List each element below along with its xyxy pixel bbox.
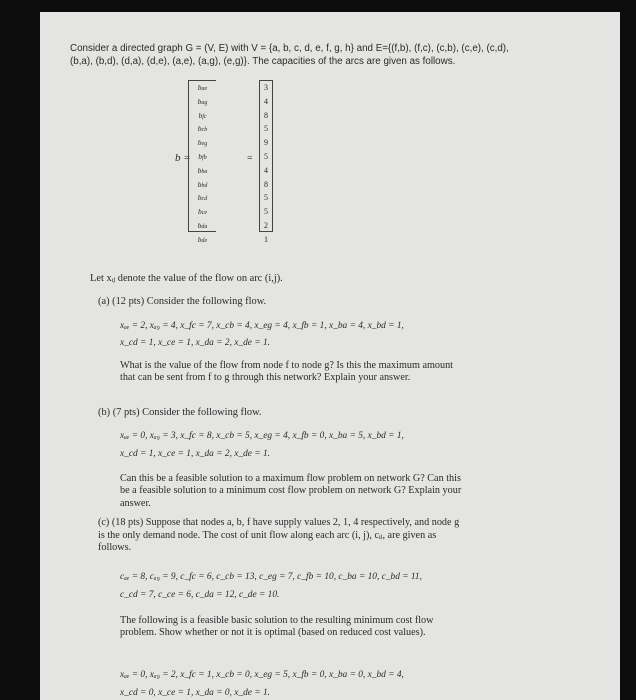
symbol-subscript: bd bbox=[201, 182, 208, 189]
symbol-base: b bbox=[197, 96, 202, 106]
symbol-subscript: ag bbox=[201, 99, 208, 106]
symbol-subscript: da bbox=[201, 223, 208, 230]
part-c-cost-1: cₐₑ = 8, cₐ₉ = 9, c_fc = 6, c_cb = 13, c_eg = 7, c_fb = 10, c_ba = 10, c_bd = 11, bbox=[120, 572, 422, 582]
part-c-cost-2: c_cd = 7, c_ce = 6, c_da = 12, c_de = 10. bbox=[120, 590, 280, 600]
vector-value-fc: 8 bbox=[264, 110, 268, 120]
part-c-flow-1: xₐₑ = 0, xₐ₉ = 2, x_fc = 1, x_cb = 0, x_eg = 5, x_fb = 0, x_ba = 0, x_bd = 4, bbox=[120, 670, 404, 680]
vector-value-bd: 8 bbox=[264, 179, 268, 189]
symbol-base: b bbox=[197, 234, 202, 244]
vector-label: b = bbox=[175, 152, 191, 164]
problem-intro bbox=[70, 42, 615, 68]
symbol-base: b bbox=[197, 138, 202, 148]
symbol-subscript: fb bbox=[202, 154, 207, 161]
vector-value-ba: 4 bbox=[264, 165, 268, 175]
part-c-flow-2: x_cd = 0, x_ce = 1, x_da = 0, x_de = 1. bbox=[120, 688, 270, 698]
part-b-flow-1: xₐₑ = 0, xₐ₉ = 3, x_fc = 8, x_cb = 5, x_eg = 4, x_fb = 0, x_ba = 5, x_bd = 1, bbox=[120, 431, 404, 441]
vector-symbol-ae bbox=[189, 81, 216, 95]
part-c-header: (c) (18 pts) Suppose that nodes a, b, f have supply values 2, 1, 4 respectively, and node g is the only demand node. The cost of unit flow along each arc (i, j), cᵢⱼ, are given as follows. bbox=[98, 517, 460, 554]
part-a-header: (a) (12 pts) Consider the following flow. bbox=[98, 296, 267, 307]
vector-value-de: 1 bbox=[264, 234, 268, 244]
vector-value-ce: 5 bbox=[264, 207, 268, 217]
vector-value-da: 2 bbox=[264, 220, 268, 230]
vector-value-ae: 3 bbox=[264, 83, 268, 92]
symbol-subscript: de bbox=[201, 237, 208, 244]
vector-value-eg: 9 bbox=[264, 138, 268, 148]
vector-symbol-ce bbox=[189, 205, 216, 219]
vector-symbols bbox=[188, 80, 216, 244]
vector-symbol-ag bbox=[189, 95, 216, 109]
vector-symbol-de bbox=[189, 233, 216, 247]
part-a-flow-2: x_cd = 1, x_ce = 1, x_da = 2, x_de = 1. bbox=[120, 338, 270, 348]
symbol-subscript: fc bbox=[202, 113, 207, 120]
symbol-base: b bbox=[197, 207, 202, 217]
symbol-base: b bbox=[197, 124, 202, 134]
symbol-subscript: cd bbox=[201, 196, 208, 203]
problem-sheet bbox=[40, 12, 620, 700]
symbol-base: b bbox=[197, 193, 202, 203]
symbol-subscript: ae bbox=[201, 86, 208, 92]
part-b-flow-2: x_cd = 1, x_ce = 1, x_da = 2, x_de = 1. bbox=[120, 449, 270, 459]
vector-value-cb: 5 bbox=[264, 124, 268, 134]
vector-symbol-ba bbox=[189, 164, 216, 178]
vector-value-ag: 4 bbox=[264, 96, 268, 106]
vector-value-fb: 5 bbox=[264, 151, 268, 161]
intro-line-2: (b,a), (b,d), (d,a), (d,e), (a,e), (a,g), (e,g)}. The capacities of the arcs are given as follows. bbox=[70, 56, 456, 67]
vector-symbol-eg bbox=[189, 136, 216, 150]
symbol-base: b bbox=[197, 220, 202, 230]
symbol-base: b bbox=[198, 151, 203, 161]
part-a-question: What is the value of the flow from node f to node g? Is this the maximum amount that can be sent from f to g through this network? Explain your answer. bbox=[120, 360, 453, 383]
vector-value-cd: 5 bbox=[264, 193, 268, 203]
part-a-flow-1: xₐₑ = 2, xₐ₉ = 4, x_fc = 7, x_cb = 4, x_eg = 4, x_fb = 1, x_ba = 4, x_bd = 1, bbox=[120, 321, 404, 331]
symbol-base: b bbox=[197, 179, 202, 189]
vector-symbol-cb bbox=[189, 122, 216, 136]
symbol-base: b bbox=[198, 110, 203, 120]
vector-values bbox=[259, 80, 273, 244]
symbol-subscript: ce bbox=[201, 210, 208, 217]
symbol-base: b bbox=[197, 165, 202, 175]
symbol-subscript: ba bbox=[201, 168, 208, 175]
intro-line-1: Consider a directed graph G = (V, E) with V = {a, b, c, d, e, f, g, h} and E={(f,b), (f,c), (c,b), (c,e), (c,d), bbox=[70, 43, 509, 54]
vector-symbol-fc bbox=[189, 109, 216, 123]
vector-symbol-bd bbox=[189, 178, 216, 192]
symbol-subscript: eg bbox=[201, 141, 208, 148]
vector-symbol-fb bbox=[189, 150, 216, 164]
vector-symbol-cd bbox=[189, 191, 216, 205]
part-b-header: (b) (7 pts) Consider the following flow. bbox=[98, 407, 262, 418]
symbol-subscript: cb bbox=[201, 127, 208, 134]
vector-symbol-da bbox=[189, 219, 216, 233]
let-statement: Let xᵢⱼ denote the value of the flow on arc (i,j). bbox=[90, 273, 283, 284]
part-c-question: The following is a feasible basic solution to the resulting minimum cost flow problem. Show whether or not it is optimal (based on reduced cost values). bbox=[120, 615, 434, 639]
symbol-base: b bbox=[197, 83, 202, 92]
vector-equals: = bbox=[247, 153, 253, 164]
part-b-question: Can this be a feasible solution to a maximum flow problem on network G? Can this be a feasible solution to a minimum cost flow problem on network G? Explain your answer. bbox=[120, 473, 462, 509]
